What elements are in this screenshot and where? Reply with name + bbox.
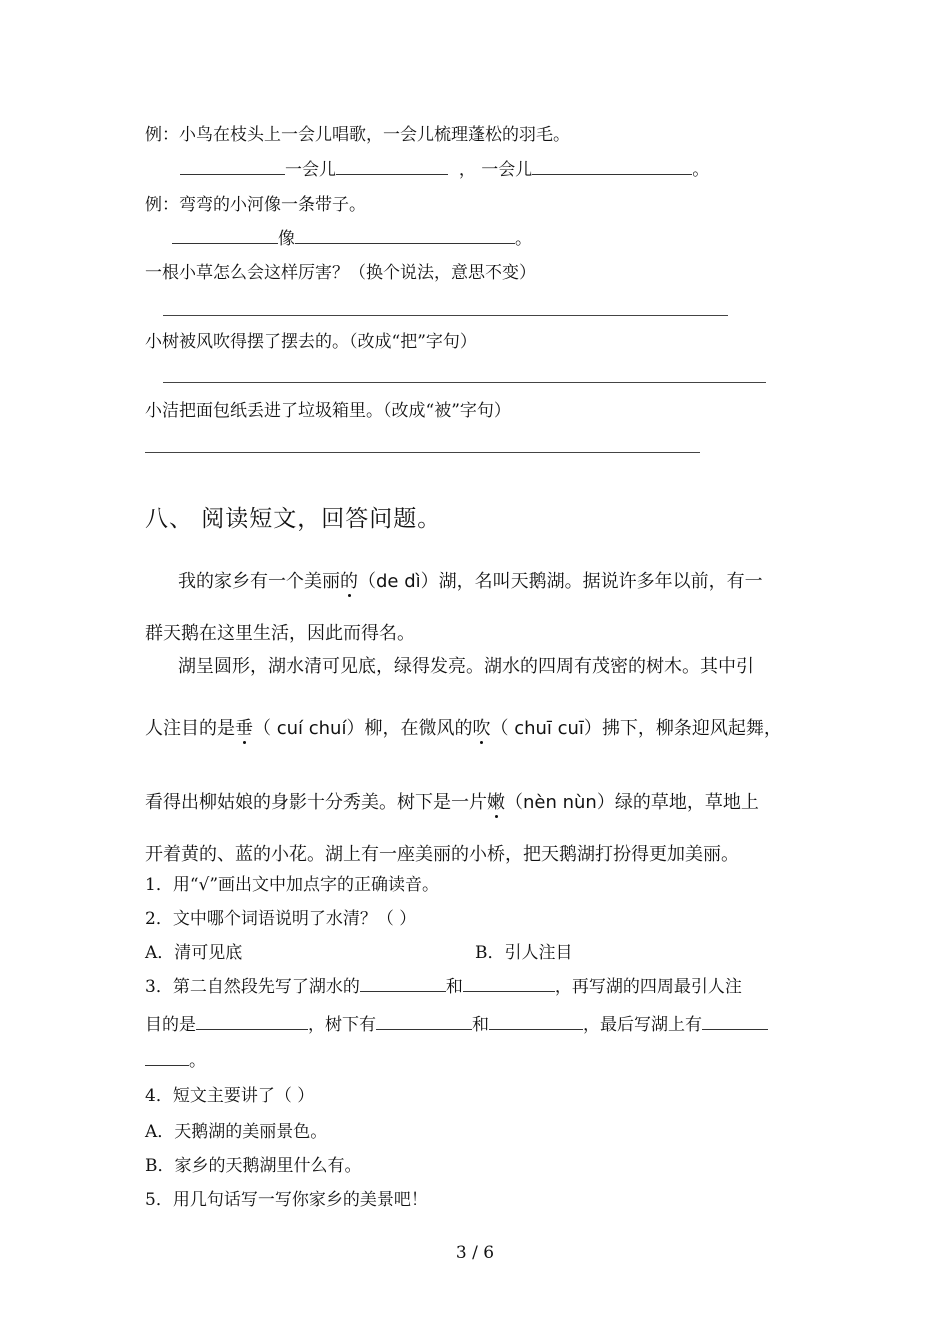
dotted-char-chui: 垂 <box>235 718 253 739</box>
blank-1b[interactable] <box>336 160 448 175</box>
question-5: 5．用几句话写一写你家乡的美景吧！ <box>145 1190 428 1210</box>
question-4-option-a[interactable]: A．天鹅湖的美丽景色。 <box>145 1122 328 1142</box>
example-sentence-1: 例：小鸟在枝头上一会儿唱歌，一会儿梳理蓬松的羽毛。 <box>145 125 570 145</box>
answer-line-3[interactable] <box>145 452 700 453</box>
period: 。 <box>692 160 710 180</box>
text: 看得出柳姑娘的身影十分秀美。树下是一片 <box>145 792 487 813</box>
text: 和 <box>472 1015 489 1035</box>
passage-line-1 <box>178 567 763 593</box>
blank-1c[interactable] <box>532 160 692 175</box>
blank-3f[interactable] <box>702 1015 768 1030</box>
dotted-char-de: 的 <box>340 571 358 592</box>
text: 。 <box>189 1051 206 1071</box>
answer-line-1[interactable] <box>163 315 728 316</box>
dotted-char-nen: 嫩 <box>487 792 505 813</box>
example-sentence-2: 例：弯弯的小河像一条带子。 <box>145 195 366 215</box>
passage-line-4 <box>145 714 782 740</box>
blank-3f-cont[interactable] <box>145 1051 189 1066</box>
question-4-option-b[interactable]: B．家乡的天鹅湖里什么有。 <box>145 1156 362 1176</box>
question-3-line-3 <box>145 1050 206 1072</box>
blank-2a[interactable] <box>172 229 278 244</box>
text: 目的是 <box>145 1015 196 1035</box>
question-ba-sentence: 小树被风吹得摆了摆去的。（改成“把”字句） <box>145 332 477 352</box>
text: 我的家乡有一个美丽 <box>178 571 340 592</box>
text: ，再写湖的四周最引人注 <box>554 977 742 997</box>
passage-line-3: 湖呈圆形，湖水清可见底，绿得发亮。湖水的四周有茂密的树木。其中引 <box>178 656 754 677</box>
question-2: 2．文中哪个词语说明了水清？（ ） <box>145 909 417 929</box>
question-2-option-b[interactable]: B．引人注目 <box>475 943 573 963</box>
period: 。 <box>515 229 532 249</box>
dotted-char-chui2: 吹 <box>472 718 491 739</box>
answer-line-2[interactable] <box>163 382 766 383</box>
pinyin-options-1[interactable]: （de dì） <box>358 571 439 592</box>
question-3-line-1 <box>145 976 742 998</box>
pinyin-options-4[interactable]: （nèn nùn） <box>505 792 615 813</box>
blank-3c[interactable] <box>196 1015 308 1030</box>
passage-line-2: 群天鹅在这里生活，因此而得名。 <box>145 623 415 644</box>
question-rephrase: 一根小草怎么会这样厉害？（换个说法，意思不变） <box>145 263 536 283</box>
question-bei-sentence: 小洁把面包纸丢进了垃圾箱里。（改成“被”字句） <box>145 401 511 421</box>
fill-line-2 <box>172 228 532 250</box>
text: 湖，名叫天鹅湖。据说许多年以前，有一 <box>438 571 763 592</box>
comma: ， <box>458 160 476 180</box>
text: 3．第二自然段先写了湖水的 <box>145 977 360 997</box>
text: 柳，在微风的 <box>364 718 473 739</box>
text: 人注目的是 <box>145 718 235 739</box>
text: 拂下，柳条迎风起舞， <box>601 718 782 739</box>
text: 和 <box>445 977 463 997</box>
text: ，树下有 <box>308 1015 376 1035</box>
pinyin-options-2[interactable]: （ cuí chuí） <box>253 718 365 739</box>
blank-3a[interactable] <box>360 977 446 992</box>
passage-line-6: 开着黄的、蓝的小花。湖上有一座美丽的小桥，把天鹅湖打扮得更加美丽。 <box>145 844 739 865</box>
passage-line-5 <box>145 788 759 814</box>
section-heading: 八、 阅读短文，回答问题。 <box>145 506 442 532</box>
pinyin-options-3[interactable]: （ chuī cuī） <box>490 718 602 739</box>
blank-1a[interactable] <box>180 160 285 175</box>
page-number: 3 / 6 <box>455 1243 495 1263</box>
blank-3e[interactable] <box>489 1015 583 1030</box>
fill-line-1 <box>180 159 709 181</box>
question-3-line-2 <box>145 1014 768 1036</box>
text: 绿的草地，草地上 <box>614 792 759 813</box>
question-1: 1．用“√”画出文中加点字的正确读音。 <box>145 875 440 895</box>
word-yihuier-2: 一会儿 <box>481 160 533 180</box>
blank-3d[interactable] <box>376 1015 472 1030</box>
word-yihuier-1: 一会儿 <box>285 160 336 180</box>
question-2-option-a[interactable]: A．清可见底 <box>145 943 243 963</box>
blank-3b[interactable] <box>463 977 555 992</box>
text: ，最后写湖上有 <box>583 1015 702 1035</box>
question-4: 4．短文主要讲了（ ） <box>145 1086 315 1106</box>
word-xiang: 像 <box>278 229 295 249</box>
blank-2b[interactable] <box>295 229 515 244</box>
